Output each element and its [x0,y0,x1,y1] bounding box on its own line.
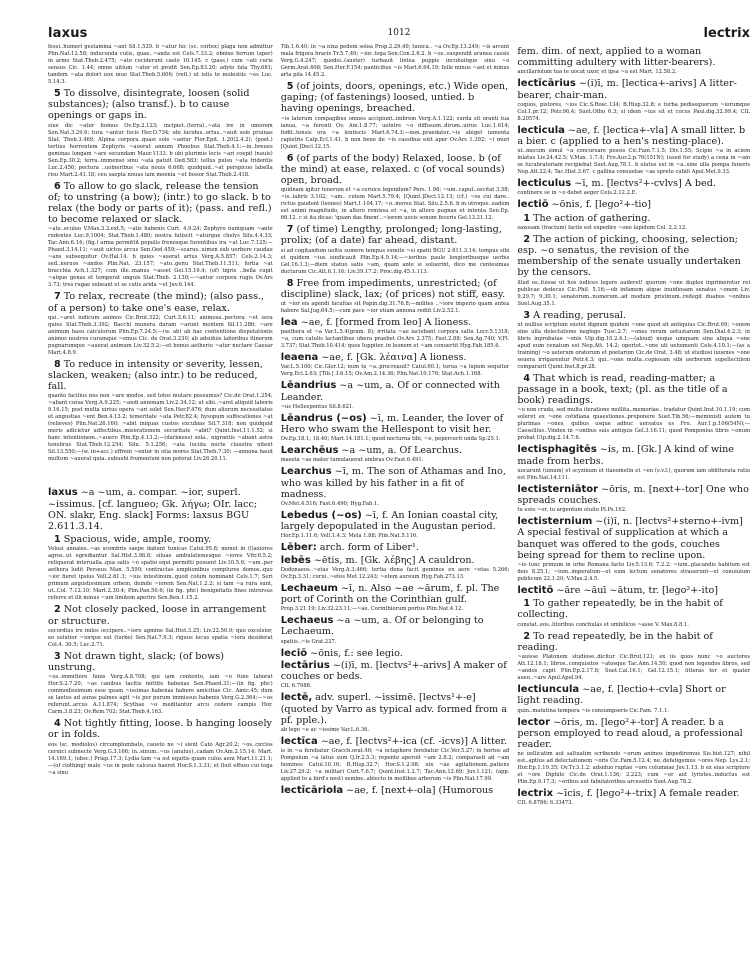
headword: lecticulus [517,178,572,190]
sense-definition [517,213,750,224]
citation-text: spatiis..~is Grat.227. [280,638,337,645]
entry-heading [281,317,510,328]
sense-text: The action of picking, choosing, selection; esp. ~o senatus, the revision of the membership of the senate usually undertaken by the censors. [517,233,741,279]
sense-definition [517,631,750,653]
entry-heading [281,413,510,435]
sense-definition [281,153,510,187]
entry-heading [517,444,750,466]
sense-text: A reading, perusal. [533,309,627,321]
entry-grammar: ~āre ~āuī ~ātum, tr. [lego²+-ito] [553,585,718,597]
sense-text: (of joints, doors, openings, etc.) Wide open, gaping; (of fastenings) loosed, untied. b having openings, breached. [280,81,509,115]
citation-text: ~us Hellespontus Sil.8.621. [280,403,354,410]
headword: lectisphagitēs [517,444,597,456]
citation-block [281,727,510,734]
entry-grammar: ~ae, f. [next+-ola] (Humorous [343,785,494,797]
headword: lectīcārius [517,78,576,90]
entry-grammar: ~īcis, f. [lego²+-trix] A female reader. [553,788,740,800]
entry-grammar: ~ōnis, f.: see legio. [307,647,403,659]
entry-grammar: ~(i)ī, m. [lectica+-arivs] A litter-bearer, chair-man. [517,78,737,101]
entry-heading [281,352,510,363]
sense-number: 6 [54,180,61,192]
entry-grammar: ~a ~um, a. Of Learchus. [338,445,463,457]
citation-block [281,301,510,315]
entry-heading [281,615,510,637]
sense-number: 2 [54,604,61,616]
citation-text: Volusi annales..~as scombris saepe dabunt tunicas Catul.95.8; monet in (l)axiores agros..ut egrediantur Sal.Hist.3.98.8; siluae ambulationesque ~iores Vitr.6.5.2; reliquerat interualla..qua satis ~o spatio equi permitti possent Liv.10.5.6; ~um..per aethera ludit Perseus Man. 5.599; contractas emptionibus complures domos..quo ~ior fieret ipsius Vell.2.81.3; ~ius intestinum..quod colum nominant Cels.1.7; Seri primum angustissimum orbem, deinde ~iorem Sen.Nat.1.2.2; si tam ~a rura sunt, ut..Col. 7.12.10; Mart.2.30.4; Plin.Pan.50.6; (in fig. phr.) benignitatis fines introrsus referre et illi minus ~um limitem aperire Sen.Ben.1.15.2. [48,546,273,602]
sense-definition [517,598,750,620]
right-column [517,44,750,809]
sense-definition [517,234,750,279]
entry-heading [517,717,750,751]
guide-word-right: lectrix [703,26,750,41]
citation-block [517,562,750,583]
page-header [48,26,750,42]
headword: Lēber: [280,542,317,554]
sense-number: 3 [523,309,531,321]
citation-text: ~io tunc primum in urbe Romana facto Liv.5.13.6; 7.2.2; ~ium..placandis habitum est deis 8.25.1; ~ium..imperatum—et eum lectum senatores strauerunt—et conuiuium publicum 22.1.20; V.Max.2.4.5. [517,562,750,583]
sense-number: 1 [54,534,61,546]
citation-block [281,436,510,443]
sense-number: 6 [286,152,294,164]
citation-block [48,393,273,463]
citation-block [48,44,273,86]
sense-definition [517,46,750,68]
citation-text: Tib.1.6.40; in ~a nixa pedem solea Prop.2.29.40; tunica.. ~a Ov.Ep.13.249; ~is arcent mala frigora bracis Tr.5.7.49; ~ior..toga Sen.Con.2.6.2. b ~os..suspendit aranea cassis Verg.G.4.247; quodsi..(auster) turbauit lintea puppis incubuitque sinu ~o Germ.Arat.408; Sen.Her.F.154; panticibus ~is Mart.6.64.19; folle minus ~ast et minus arta pila 14.45.2. [280,44,510,78]
sense-definition [48,291,273,313]
headword: lecticula [517,124,565,136]
citation-block [281,187,510,222]
citation-text: Prop.3.21.19; Liv.32.23.11;—~ae, Corinthiorum portus Plin.Nat.4.12. [280,606,464,613]
entry-heading [281,648,510,659]
citation-block [281,639,510,646]
entry-heading [517,199,750,210]
headword: lectrix [517,788,554,800]
headword: lectiō [517,199,549,211]
sense-definition [281,224,510,246]
headword: lector [517,716,551,728]
citation-block [281,748,510,783]
sense-text: To read repeatedly, be in the habit of reading. [517,630,713,653]
citation-block [281,567,510,581]
entry-heading [281,583,510,605]
citation-text: ancillariolum tua te uocat uxor, et ipsa ~a est Mart. 12.58.2. [517,69,677,76]
citation-text: illud os..fuisse ut hos iudices legere auderet! quorum ~one duplex inprimeretur rei publicae dedecus Cic.Phil. 5.16;—ob infamem atque inuidiosam senatus ~onem Liv. 9.29.7; 9.30.1; senatorum..numerum..ad modum pristinum..redegit duabus ~onibus Suet.Aug.35.1. [517,279,750,307]
citation-text: ut ~ior eis agendi facultas sit Papin.dig.31.76.8;—milites ..~iore imperio quam antea habere Sal.Jug.64.5;—cum pace ~ior etiam annona rediit Liv.2.52.1. [280,301,510,315]
citation-block [281,606,510,613]
entry-grammar: ~ōnis, f. [lego²+-tio] [548,199,651,211]
sense-definition [48,534,273,545]
headword: laxus [48,487,78,499]
citation-block [517,708,750,715]
headword: lectē, [280,692,313,704]
citation-text: quidnam igitur tenerum et ~a ceruice legendum? Pers. 1.98; ~um..caput..oscitat 3.58; ~is..labris 3.102; ~am.. cutem Mart.5.79.4; [Quint.]Decl.12.13; (cf.) ~os cui dare.. rictus gaudent (leones) Mart.1.104.17; ~o..morsu Stat. Silu.2.5.6. b in utroque..eadem est animi magnitudo, in altero remissa et ~a, in altero pugnax et intenta Sen.Ep. 66.12. c si ita dicas: 'quam das finem'..~iorem uocis sonum feceris Gel.13.21.12. [280,187,510,222]
citation-text: panthera et ~a Var.L.5.4(gram. 8); irritata ~ae iaciebant corpora saltu Lucr.5.1318; ~a, cum catulis lactantibus ubera praebet Ov.Ars 2.375; Fast.2.88; Sen.Ag.740; V.Fl. 3.737; Stat.Theb.10.414; quos Iuppiter..in leonem et ~am conuertit Hyg.Fab.185.6. [280,329,510,350]
citation-text: ~is laterum compagibus omnes accipiunt..imbrem Verg.A.1.122; surda sit oranti tua ianua, ~a ferenti Ov. Am.1.8.77; uolntre ~o diffusum..dirum..uirus Luc.1.614; fodit..tonsis ora ~a lentiscis Mart.6.74.3;—non..praedator..~is abiget iumenta capistris Calp.Ecl.1.41. b non bene de ~is cassibus exit aper Ov.Ars 1.392; ~i muri [Quint.]Decl.12.15. [280,115,510,150]
sense-text: Not tightly fitting, loose. b hanging loosely or in folds. [48,718,272,741]
sense-text: Not drawn tight, slack; (of bows) unstrung. [48,650,225,674]
sense-definition [281,278,510,300]
citation-text: Hor.Ep.1.11.6; Vell.1.4.3; Mela 1.88; Plin.Nat.5.116. [280,533,418,540]
sense-number: 5 [54,88,61,99]
headword: lectisternium [517,516,593,528]
citation-text: quanto facilius nos non ~are modos, sed totos mutare possumus? Cic.de Orat.1.254; ~abant curas Verg.A.9.225; ~andi annonam Liv.2.34.12; ut sibi..~aret aliquid laboris 9.16.15; post multa uirtus opera ~ari solet Sen.Her.F.476; dum aliorum necessitates et angustias ~ent Ben.4.13.2; temeritate ~ata Petr.82.4; hysopum suffocationes ~at (relieves) Plin.Nat.26.160; ~abit iniquas custos excubias Sil.7.318; non quidquid meris adicietur adfectibus..miserationem securitate ~abit? Quint.Inst.11.1.52; si hanc intentionem..~auero Plin.Ep.4.13.2;—(darkness) sola.. nigrantis ~abant astra tenebras Stat.Theb.12.254; Silu. 5.1.256; ~ata lucida nocte claustra nitent Sil.13.550;—(w. in+acc.) effreni ~entur in otia mores Stat.Theb.7.30; —annona haud multum ~auerat quia..subuehi frumentum non poterat Liv.26.20.11. [48,393,273,463]
entry-heading [281,660,510,682]
sense-number: 2 [523,630,531,642]
citation-text: saxosam (tractum) facile est expedire ~one lapidum Col. 2.2.12. [517,224,687,231]
sense-number: 1 [523,212,531,224]
sense-text: fem. dim. of next, applied to a woman committing adultery with litter-bearers). [517,46,716,69]
sense-text: To reduce in intensity or severity, lessen, slacken, weaken; (also intr.) to be reduced, fall. [48,358,263,393]
citation-text: Ov.Ep.18.1; 18.40; Mart.14.181.1; quod nocturna tibi, ~e, pepercerit unda Sp.25.1. [280,436,501,443]
guide-word-left: laxus [48,26,88,41]
citation-text: CIL 6.7988. [280,683,312,690]
citation-text: fessi..humeri gestamina ~ant Sil.1.529. b ~atur hic (sc. cortex) plaga non admittur Plin.Nat.12.58; inducenda cutis, quae..~anda est Cels.7.33.2; obnixo ferrum (aper) in armo Stat.Theb.2.475; ~ato ceciderunt caelo 10.145. c (pass.) cum ~ati curis sensus Cic. 1.44; omne uitium ~atur et prodit Sen.Ep.83.20; adyto fata Thy.681; tandem ~ata dolori uox inue Stat.Theb.5.606; (refl.) ut istis te molestiis ~es Luc. 5.14.3. [48,44,273,85]
entry-grammar: ~ae, f. [Gk. λέαινα] A lioness. [318,352,467,364]
entry-grammar: ~a ~um, a. compar. ~ior, superl. ~issimus. [cf. langueo; Gk. λήγω; OIr. lacc; ON. slakr, Eng. slack] Forms: laxsus BGU 2.611.3.14. [48,487,258,533]
entry-heading [281,692,510,726]
citation-text: ab lego ~e ac ~issime Var.L.6.36. [280,726,370,733]
entry-heading [281,380,510,402]
sense-number: 8 [54,358,61,370]
citation-text: eos (sc. modiolos) circumplumbato, caueto ne ~i sient Cato Agr.20.2; ~os..circlos ceruici subnecte Verg.G.3.166; in..sinum..~us (anulus)..cadam Ov.Am.2.15.14; Mart. 14.169.1; (obsc.) Priap.17.3; Lydia tam ~a est equitis quam culus aeni Mart.11.21.1;—(of clothing) male ~us in pede calceus haeret Hor.S.1.3.31; et fluit effuso cui toga ~a sinu [48,741,273,776]
citation-text: socordius ire miles occipere..~iore agmine Sal.Hist.3.25; Liv.22.50.9; quo excelsior, eo solutior ~iorque est (turbo) Sen.Nat.7.9.3; riguus locus spatia ~iora desiderat Col.4. 30.5; Luc.2.71. [48,627,273,648]
entry-heading [517,125,750,147]
entry-grammar: ~ī, m. The son of Athamas and Ino, who was killed by his father in a fit of madness. [280,466,506,500]
headword: Lechaeum [280,582,338,594]
headword: lectārius [280,659,330,671]
citation-text: is in ~a ferebatur Gracch.orat.46; ~a octaphoro ferebatur Cic.Ver.5.27; in hortos ad Pompeium ~a latus sum Q.fr.2.5.3; repente aperuit ~am 2.8.2; comparasti ad ~am homines Catul.10.16; B.Hisp.32.7; Hor.S.1.2.98; uix ~ae agitationem..patiens Liv.27.29.2; ~a militari Curt.7.6.7; Quint.Inst.1.2.7; Tac.Ann.12.69; Juv.1.121; (app. applied to a bird's nest) semine..abiecto in mollibus arborum ~is Plin.Nat.17.99. [280,748,510,783]
entry-grammar: adv. superl. ~issimē. [lectvs¹+-e] (quoted by Varro as typical adv. formed from a pf. pple.). [280,692,507,726]
sense-number: 4 [54,718,61,730]
citation-block [517,280,750,308]
sense-definition [48,181,273,226]
entry-heading [281,555,510,566]
headword: Learchēus [280,445,339,457]
citation-block [48,315,273,357]
sense-definition [517,310,750,321]
citation-block [281,329,510,350]
sense-definition [48,88,273,122]
entry-heading [517,684,750,706]
headword: Lēandrus (~os) [280,412,367,424]
citation-text: quin..matutina tempora ~is consumpseris Cic.Fam. 7.1.1. [517,707,670,714]
entry-heading [517,516,750,561]
sense-number: 2 [523,233,531,245]
sense-text: To allow to go slack, release the tension of; to unstring (a bow); (intr.) to go slack. b to relax (the body or parts of it); (pass. and refl.) to become relaxed or slack. [48,180,272,226]
entry-grammar: ~ōris, m. [next+-tor] One who spreads couches. [517,483,749,507]
headword: lectīcāriola [280,785,344,797]
citation-block [281,683,510,690]
sense-definition [517,373,750,407]
entry-heading [48,487,273,532]
citation-block [281,248,510,276]
citation-text: Ov.Met.4.516; Fast.6.490; Hyg.Fab.1. [280,501,379,508]
entry-grammar: ~ae, f. [lectio+-cvla] Short or light reading. [517,684,726,707]
headword: lectisterniātor [517,483,599,495]
citation-block [517,407,750,442]
entry-grammar: ~ae, f. [formed from leo] A lioness. [297,317,472,329]
entry-grammar: ~a ~um, a. Of or connected with Leander. [280,380,500,403]
citation-text: ~o non cruda, sed multa iteratione mollita..memoriae.. tradatur Quint.Inst.10.1.19; cum soleret ex ~one cotidiana quaestiones..proponere Suet.Tib.56;—meministi autem tu plurimas ~ones, quibus usque adhuc uersatus es Fro. Aur.1.p.106(54N);—Caesellius..Vindex in ~onibus suis antiquis Gel.3.16.11; quod Pomponius libris ~onum probat Ulp.dig.2.14.7.6. [517,407,750,442]
citation-text: Var.L.5.100; Cic.Glor.12; num te ~a..procreauit? Catul.60.1; torua ~a lupum sequitur Verg.Ecl.2.63; [Tib.] 3.6.15; Ov.Am.2.14.36; Plin.Nat.10.176; Stat.Ach.1.168. [280,364,510,378]
citation-block [48,742,273,777]
citation-block [281,457,510,464]
citation-text: maesta ~as mater tumulauerat umbras Ov.Fast.6.491. [280,457,424,464]
citation-block [281,533,510,540]
citation-block [281,501,510,508]
entry-grammar: ~ōris, m. [lego²+-tor] A reader. b a person employed to read aloud, a professional reader. [517,716,743,750]
citation-block [48,226,273,289]
entry-heading [517,788,750,799]
citation-text: ne uellicatim aut saltuatim scribendo ~orum animos impediremus Sis.hist.127; nihil est..aptius ad delectationem ~oris Cic.Fam.5.12.4; ne..defatigemus ~ores Nep. Lys.2.1; Hor.Ep.1.19.35; Ov.Tr.3.1.2; adsiduo ruptae ~ore columnae Juv.1.13. b ex eius scriptore et ~ore Diphilo Cic.de Orat.1.136; 2.223; cum ~or aut lyristes..inductus est Plin.Ep.9.17.3; ~oribus aut fabulatoribus arcessitis Suet.Aug.78.2. [517,751,750,786]
sense-number: 8 [286,277,294,289]
middle-column [281,44,510,809]
sense-text: Not closely packed, loose in arrangement or structure. [48,604,267,627]
sense-text: Free from impediments, unrestricted; (of discipline) slack, lax; (of prices) not stiff, easy. [280,277,506,300]
entry-grammar: ~ī, n. Also ~ae ~ārum, f. pl. The port of Corinth on the Corinthian gulf. [280,582,500,606]
sense-definition [48,651,273,673]
entry-grammar: ~(i)ī, n. [lectvs²+sterno+-ivm] A special festival of supplication at which a banquet was offered to the gods, couches being spread for them to recline upon. [517,516,743,561]
citation-text: ut..mecum simul ~a concursare possis Cic.Fam.7.1.5; Div.1.55; Scipio ~a in aciem inlatus Liv.24.42.5; V.Max. 1.7.4; Fro.Aur.2.p.76(151N); (used for study) a cena in ~am se lucubratoriam recipiebat Suet.Aug.78.1. b elatus est in ~a..sine ulla pompa funeris Nep.Att.22.4; Tac.Hist.3.67. c gallina consuetae ~ae spreto cubili Apul.Met.9.33. [517,148,750,176]
sense-number: 3 [54,650,61,662]
citation-block [517,507,750,514]
citation-block [517,468,750,482]
entry-grammar: ~a ~um, a. Of or belonging to Lechaeum. [280,615,484,638]
entry-heading [281,466,510,500]
sense-text: To gather repeatedly, be in the habit of collecting. [517,598,723,621]
entry-heading [281,785,510,796]
sense-text: (of time) Lengthy, prolonged; long-lasting, prolix; (of a date) far ahead, distant. [280,224,502,247]
citation-block [517,190,750,197]
entry-heading [281,542,510,553]
entry-grammar: ~ī, m. [lectvs²+-cvlvs] A bed. [571,178,716,190]
entry-grammar: ~ētis, m. [Gk. λέβης] A cauldron. [310,554,475,566]
sense-text: Spacious, wide, ample, roomy. [63,534,212,546]
citation-text: qui..~aret iudicum animos Cic.Brut.322; Curt.3.6.11; animosa..pectora ~et sera quies Stat.Theb.3.392; Bacchi munera duram ~arunt mentem Sil.11.286; ~are animum basu calculorum Plin.Ep.7.24.5;—(w. ab) ab hac contentione disputationis animos nostros curamque ~emus Cic. de Orat.3.230; ab adsiduis laboribus itinerum pugnarumque ~auerat animum Liv.32.5.2;—et bonus aetherio ~atur nectare Caesar Mart.4.8.9. [48,314,273,356]
entry-grammar: ~is, m. [Gk.] A kind of wine made from herbs. [517,444,734,467]
headword: lebēs [280,554,311,566]
citation-block [281,116,510,151]
citation-text: constat..eos..litoribus conchulas et umbilicos ~asse V. Max.8.8.1. [517,621,689,628]
citation-block [517,622,750,629]
headword: leciō [280,647,308,659]
headword: Lechaeus [280,615,334,627]
entry-grammar: ~(i)ī, m. [lectvs²+-arivs] A maker of couches or beds. [280,659,507,683]
citation-text: tu esto ~or, tu argentum eluito Pl.Ps.162. [517,507,627,514]
sense-definition [281,81,510,115]
sense-text: To dissolve, disintegrate, loosen (solid substances); (also transf.). b to cause openings or gaps in. [48,88,250,122]
left-column [48,44,273,809]
citation-text: CIL 6.8786; 6.33473. [517,800,574,807]
citation-block [517,800,750,807]
sense-text: The action of gathering. [533,212,651,224]
citation-block [48,123,273,179]
sense-number: 4 [523,372,531,384]
citation-block [281,404,510,411]
sense-number: 1 [523,598,531,610]
citation-text: continere se in ~o debet aeger Cels.2.12.2.E. [517,190,638,197]
entry-heading [281,736,510,747]
sense-number: 5 [286,81,294,92]
headword: lectīca [280,735,318,747]
headword: Lēandrius [280,380,337,392]
citation-block [517,225,750,232]
entry-grammar: arch. form of Liber¹. [316,542,419,554]
citation-block [48,674,273,716]
citation-text: si ad cogitandum uoltis sumere tempus sumite ~si spatii BGU 2.611.3.14; tempus sibi et quidem ~ius uindicauit Plin.Ep.4.9.14;—~ioribus paulo longioribusque uerbis Gel.16.1.3;—diem statuo satis ~am, quam ante si soluerint, dico me centesimas ducturum Cic.Att.6.1.16; Liv.39.17.2; Proc.dig.45.1.113. [280,247,510,275]
sense-text: That which is read, reading-matter; a passage in a book, text; (pl. as the title of a book) readings. [517,372,728,407]
headword: Lebedus (~os) [280,510,362,522]
citation-block [517,148,750,176]
citation-text: ~auisse Platonem studiose..dicitur Cic.Brut.121; ex iis quos nunc ~o auctores Att.12.18.1; libros..conquisitos ~atosque Tac.Ann.14.50; quod non legendos libros, sed ~andos capit Plin.Ep.2.17.8; Suet.Cal.16.1; Gel.12.15.1; litteras ter et quater aueo..~are Apul.Apol.94. [517,654,750,682]
entry-grammar: ~ī, f. An Ionian coastal city, largely depopulated in the Augustan period. [280,510,499,533]
citation-block [517,751,750,786]
sense-text: To relax, recreate (the mind); (also pass., of a person) to take one's ease, relax. [48,291,265,314]
citation-block [281,364,510,378]
sense-definition [48,604,273,626]
entry-heading [281,445,510,456]
sense-text: (of parts of the body) Relaxed, loose. b (of the mind) at ease, relaxed. c (of vocal sounds) open, broad. [280,152,505,187]
entry-heading [517,78,750,100]
citation-block [281,44,510,79]
sense-definition [48,718,273,740]
entry-heading [281,510,510,532]
entry-heading [517,178,750,189]
citation-text: siue dic ~atur humus Ov.Ep.2.123; incipiet..(terra)..~ata ire in umorem Sen.Nat.3.29.6; tura ~antur focis Her.O.734; ubi lucidus..ortus..~auit sole pruinas Stat. Theb.3.469; Alpina corpora..quasi sole ~antur Flor.Epit. 1.20(2.4.2); (poet.) tertius horrentem Zephyris ~auerat annum Phoebus Stat.Theb.4.1;—in..breues geminas longam ~are secundam Maur.1133. b ubi plurimis locis ~ari coepit (nauis) Sen.Ep.30.2; terra..immenso sinu ~ata patuit Oed.583; tellus pulsu ~ata tridentis Luc.2.456; pectora ..uolneribus ~ata nouis 6.668; quidquid..~at perspicuo labella risu Mart.2.41.18; ceu saepta nouus iam moenia ~et fossor Stat.Theb.2.418. [48,122,273,178]
headword: Learchus [280,466,332,478]
sense-number: 7 [286,224,294,236]
entry-heading [517,484,750,506]
headword: lectitō [517,585,554,597]
headword: leaena [280,352,319,364]
citation-text: uocarunt (uinum) et scyzinum et itaeomelin et ~en (s.v.l.), quorum iam oblitterata ratio est Plin.Nat.14.111. [517,467,750,481]
sense-definition [48,359,273,393]
entry-grammar: ~ae, f. [lectvs²+-ica (cf. -icvs)] A litter. [317,735,508,747]
columns [48,44,750,809]
citation-block [517,322,750,371]
page-number: 1012 [387,28,411,38]
citation-block [48,628,273,649]
headword: lea [280,317,298,329]
citation-block [517,102,750,123]
citation-text: ut nullius scriptum exstet dignum quidem ~one quod sit antiquius Cic.Brut.69; ~onem sine ulla delectatione neglego Tusc.2.7; ~ones rerum uetustarum Sen.Dial.4.2.3; in libris inprobatae ~onis Ulp.dig.10.2.4.1;—(aloud) neque umquam sine aliqua ~one apud eum cenatum est Nep.Att. 14.2; oportet..~one uti uehementi Cels.4.10.1;—(as a training) ~o ueterum oratorum et poetarum Cic.de Orat. 3.48; ut studiosi iuuenes ~one seuera irrigarentur Petr.4.3; qui..~one multa..copiosam sibi uerborum supellectilem compararit Quint.Inst.8.pr.28. [517,321,750,370]
entry-separator [48,465,273,487]
citation-text: coquos, pistores, ~ios Cic.S.Rosc.134; B.Hisp.32.8; e turba pedisequorum ~iorumque Col.1.pr.12; Petr.96.4; Suet.Otho 6.3; si idem ~ius sit et cocus Paul.dig.32.99.4; CIL 8.20574. [517,101,750,122]
headword: lectiuncula [517,684,580,696]
sense-number: 7 [54,291,61,303]
citation-text: ~os..immittere funis Verg.A.8.708; qui iam contento, iam ~o fune laborat Hor.S.2.7.20; ~as canibus tacitis mittite habenas Sen.Phaed.31;—(in fig. phr.) commodissimum esse quam ~issimas habenas habere amicitiae Cic. Amic.45; dum se laetus ad auras palmes agit ~is per purum immissus habenis Verg.G.2.364;—~os referunt..arcus A.11.874; Scythae ~o meditantur arcu cedere campis Hor. Carm.3.8.23; Ov.Rem.702; Stat.Theb.4.163. [48,674,273,716]
citation-text: Dodonaeos..~etas Verg.A.3.466; tertia dona facit geminos ex aere ~etas 5.266; Ov.Ep.3.31; curui..~etes Met.12.243; ~etem aureum Hyg.Fab.273.13. [280,566,510,580]
citation-block [517,654,750,682]
citation-block [48,546,273,602]
entry-heading [517,585,750,596]
entry-grammar: ~ae, f. [lectica+-vla] A small litter. b a bier. c (applied to a hen's nesting-place). [517,124,746,148]
citation-text: ~ato..eculeo V.Max.3.3.ext.5; ~atis habenis Curt. 4.9.24; Zephyro numquam ~ante rudentes Luc.9.1004; Stat.Theb.1.480; nostra fatiscit ~aturque chelys Silu.4.4.33; Tac.Ann.6.14; (fig.) arma permittit populis frenosque furentibus ira ~at Luc.7.125;—Phaed.3.14.11; ~auit uictos arcus Sen.Oed.459;—scarus..uimen sub uerbere caudae ~ans subsequitur Ov.Hal.14. b quies ~auerat artus Verg.A.5.857; Cels.2.14.3; sed..neruos ~andos Plin.Nat. 23.157; ~ato..genu Stat.Theb.11.511; fortia ~at bracchia Ach.1.327; cum ille..manus ~asset Gel.15.16.4; (of) tigris ..bella cupit ~atque genas et temperat unguis Stat.Theb. 2.130;—~antur corpora rugis Ov.Ars 3.73; tres rugae subeant et se cutis arida ~et Juv.6.144. [48,226,273,289]
citation-block [517,69,750,76]
entry-grammar: ~ī, m. Leander, the lover of Hero who swam the Hellespont to visit her. [280,412,504,436]
